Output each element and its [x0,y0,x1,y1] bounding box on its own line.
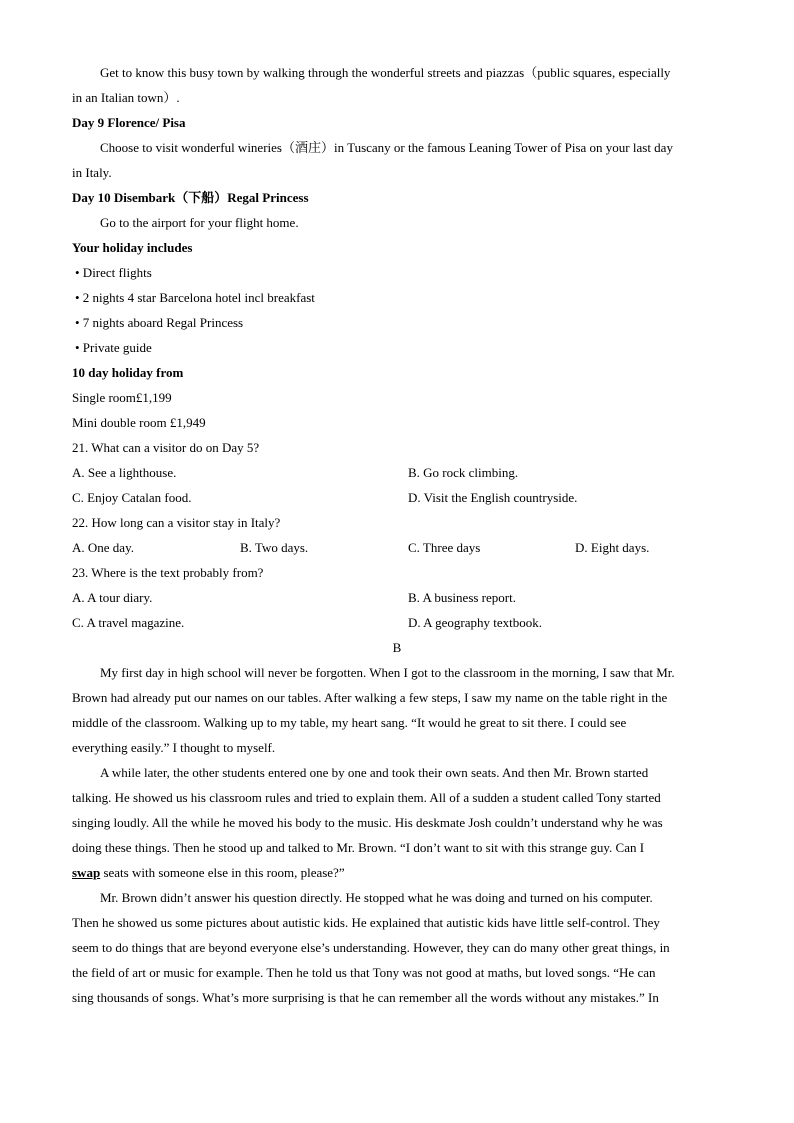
question-23-option-b: B. A business report. [408,590,516,605]
question-22-option-c: C. Three days [408,540,481,555]
passage-b-p2-line: singing loudly. All the while he moved his body to the music. His deskmate Josh couldn’t understand why he was [72,815,663,830]
question-23-stem: 23. Where is the text probably from? [72,565,264,580]
question-23-options-row-1 [72,585,722,610]
day10-heading: Day 10 Disembark（下船）Regal Princess [72,190,309,205]
document-page [72,60,722,1010]
passage-b-p2-line: talking. He showed us his classroom rules and tried to explain them. All of a sudden a student called Tony started [72,790,661,805]
question-22-option-a: A. One day. [72,540,134,555]
price-double: Mini double room £1,949 [72,415,206,430]
question-21-option-d: D. Visit the English countryside. [408,490,578,505]
question-23-option-a: A. A tour diary. [72,590,153,605]
day9-heading: Day 9 Florence/ Pisa [72,115,186,130]
question-23-options-row-2 [72,610,722,635]
question-22-option-d: D. Eight days. [575,540,650,555]
passage-b-p2-line: A while later, the other students entered one by one and took their own seats. And then Mr. Brown started [100,765,649,780]
question-21-options-row-2 [72,485,722,510]
passage-b-p3-line: the field of art or music for example. Then he told us that Tony was not good at maths, but loved songs. “He can [72,965,656,980]
price-single: Single room£1,199 [72,390,172,405]
passage-b-p1-line: middle of the classroom. Walking up to my table, my heart sang. “It would he great to sit there. I could see [72,715,627,730]
includes-heading: Your holiday includes [72,240,193,255]
passage-b-p1-line: Brown had already put our names on our tables. After walking a few steps, I saw my name on the table right in the [72,690,668,705]
passage-b-p2-last-rest: seats with someone else in this room, please?” [100,865,345,880]
intro-line-2: in an Italian town）. [72,90,180,105]
question-21-option-b: B. Go rock climbing. [408,465,519,480]
passage-b-p1-line: everything easily.” I thought to myself. [72,740,276,755]
underlined-word-swap: swap [72,865,101,880]
question-22-option-b: B. Two days. [240,540,309,555]
question-23-option-c: C. A travel magazine. [72,615,185,630]
day9-line-1: Choose to visit wonderful wineries（酒庄）in Tuscany or the famous Leaning Tower of Pisa on your last day [100,140,673,155]
price-heading: 10 day holiday from [72,365,184,380]
question-22-stem: 22. How long can a visitor stay in Italy? [72,515,281,530]
question-21-stem: 21. What can a visitor do on Day 5? [72,440,260,455]
includes-item: • 7 nights aboard Regal Princess [75,315,244,330]
passage-b-p1-line: My first day in high school will never be forgotten. When I got to the classroom in the morning, I saw that Mr. [100,665,675,680]
question-21-options-row-1 [72,460,722,485]
question-21-option-c: C. Enjoy Catalan food. [72,490,192,505]
passage-b-p3-line: sing thousands of songs. What’s more surprising is that he can remember all the words without any mistakes.” In [72,990,659,1005]
includes-item: • 2 nights 4 star Barcelona hotel incl breakfast [75,290,315,305]
includes-item: • Private guide [75,340,152,355]
intro-line-1: Get to know this busy town by walking through the wonderful streets and piazzas（public squares, especially [100,65,671,80]
question-23-option-d: D. A geography textbook. [408,615,542,630]
includes-item: • Direct flights [75,265,152,280]
passage-b-p2-line: doing these things. Then he stood up and talked to Mr. Brown. “I don’t want to sit with this strange guy. Can I [72,840,645,855]
passage-b-p3-line: Mr. Brown didn’t answer his question directly. He stopped what he was doing and turned on his computer. [100,890,653,905]
question-22-options-row [72,535,722,560]
passage-b-p2-last-line [72,860,722,885]
passage-b-p3-line: Then he showed us some pictures about autistic kids. He explained that autistic kids have little self-control. They [72,915,660,930]
day10-line-1: Go to the airport for your flight home. [100,215,299,230]
passage-b-p3-line: seem to do things that are beyond everyone else’s understanding. However, they can do many other great things, in [72,940,670,955]
section-label-b: B [392,640,402,655]
day9-line-2: in Italy. [72,165,112,180]
question-21-option-a: A. See a lighthouse. [72,465,177,480]
